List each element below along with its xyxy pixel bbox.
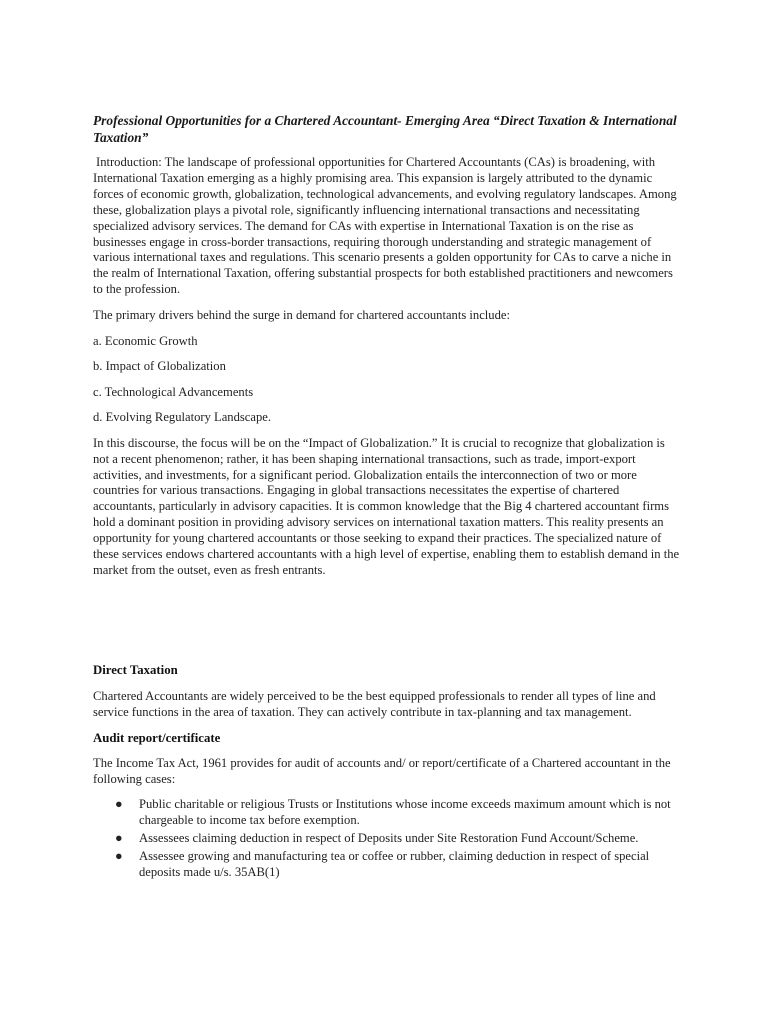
list-item-text: Assessees claiming deduction in respect of Deposits under Site Restoration Fund Account/Scheme.: [139, 831, 639, 846]
intro-paragraph: Introduction: The landscape of professional opportunities for Chartered Accountants (CAs) is broadening, with International Taxation emerging as a highly promising area. This expansion is largely attributed to the dynamic forces of economic growth, globalization, technological advancements, and evolving regulatory landscapes. Among these, globalization plays a pivotal role, significantly influencing international transactions and necessitating specialized advisory services. The demand for CAs with expertise in International Taxation is on the rise as businesses engage in cross-border transactions, requiring thorough understanding and strategic management of various international taxes and regulations. This scenario presents a golden opportunity for CAs to carve a niche in the realm of International Taxation, offering substantial prospects for both established practitioners and newcomers to the profession.: [93, 155, 677, 297]
document-page: [93, 112, 683, 883]
list-item-text: Public charitable or religious Trusts or Institutions whose income exceeds maximum amount which is not chargeable to income tax before exemption.: [139, 797, 671, 828]
bullet-icon: ●: [115, 797, 123, 812]
bullet-icon: ●: [115, 849, 123, 863]
direct-taxation-paragraph: Chartered Accountants are widely perceived to be the best equipped professionals to render all types of line and service functions in the area of taxation. They can actively contribute in tax-planning and tax management.: [93, 688, 656, 719]
driver-item-regulatory: d. Evolving Regulatory Landscape.: [93, 410, 272, 425]
drivers-intro: The primary drivers behind the surge in demand for chartered accountants include:: [93, 308, 510, 323]
list-item: [115, 831, 683, 847]
direct-taxation-heading: Direct Taxation: [93, 662, 178, 677]
list-item-text: Assessee growing and manufacturing tea or coffee or rubber, claiming deduction in respect of special deposits made u/s. 35AB(1): [139, 849, 650, 879]
discourse-paragraph: In this discourse, the focus will be on the “Impact of Globalization.” It is crucial to recognize that globalization is not a recent phenomenon; rather, it has been shaping international transactions, such as trade, import-export activities, and investments, for a significant period. Globalization entails the interconnection of two or more countries for various transactions. Engaging in global transactions necessitates the expertise of chartered accountants, particularly in advisory capacities. It is common knowledge that the Big 4 chartered accountant firms hold a dominant position in providing advisory services on international taxation matters. This reality presents an opportunity for young chartered accountants or those seeking to expand their practices. The specialized nature of these services endows chartered accountants with a high level of expertise, enabling them to establish demand in the market from the outset, even as fresh entrants.: [93, 435, 680, 577]
audit-heading: Audit report/certificate: [93, 730, 221, 745]
driver-item-technology: c. Technological Advancements: [93, 384, 254, 399]
audit-cases-list: [93, 797, 683, 881]
audit-paragraph: The Income Tax Act, 1961 provides for audit of accounts and/ or report/certificate of a Chartered accountant in the following cases:: [93, 756, 671, 787]
list-item: [115, 849, 683, 881]
document-title: Professional Opportunities for a Chartered Accountant- Emerging Area “Direct Taxation & International Taxation”: [93, 113, 677, 145]
driver-item-economic-growth: a. Economic Growth: [93, 334, 198, 349]
bullet-icon: ●: [115, 831, 123, 846]
list-item: [115, 797, 683, 829]
section-spacer: [93, 589, 683, 663]
driver-item-globalization: b. Impact of Globalization: [93, 359, 226, 374]
